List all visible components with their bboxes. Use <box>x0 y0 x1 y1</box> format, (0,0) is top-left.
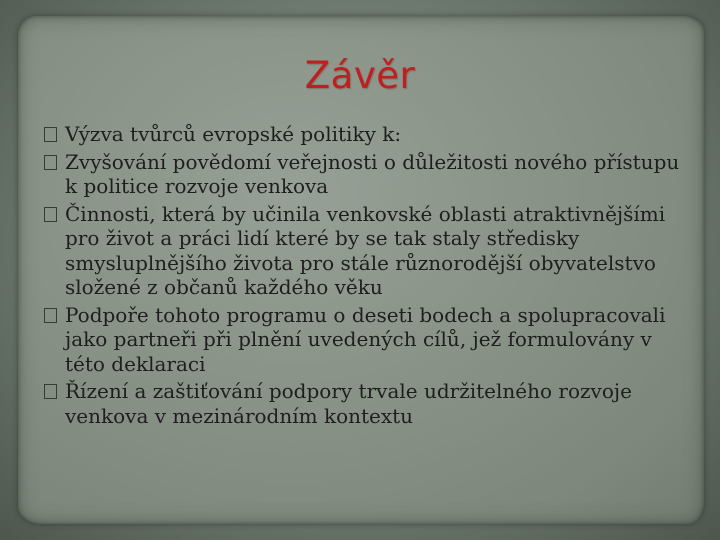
bullet-item <box>42 303 692 377</box>
bullet-text: Řízení a zaštiťování podpory trvale udržitelného rozvoje venkova v mezinárodním kontextu <box>65 379 632 428</box>
bullet-list <box>42 122 692 431</box>
bullet-item <box>42 379 692 428</box>
bullet-text: Zvyšování povědomí veřejnosti o důležitosti nového přístupu k politice rozvoje venkova <box>65 149 680 198</box>
square-bullet-icon <box>44 384 57 399</box>
square-bullet-icon <box>44 155 57 170</box>
bullet-item <box>42 202 692 300</box>
square-bullet-icon <box>44 207 57 222</box>
square-bullet-icon <box>44 127 57 142</box>
bullet-item <box>42 122 692 147</box>
square-bullet-icon <box>44 308 57 323</box>
slide-title: Závěr <box>304 54 416 97</box>
bullet-item <box>42 150 692 199</box>
bullet-text: Podpoře tohoto programu o deseti bodech a spolupracovali jako partneři při plnění uvedených cílů, jež formulovány v této deklaraci <box>65 302 666 376</box>
bullet-text: Výzva tvůrců evropské politiky k: <box>65 122 402 146</box>
bullet-text: Činnosti, která by učinila venkovské oblasti atraktivnějšími pro život a práci lidí které by se tak staly středisky smysluplnějšího života pro stále různorodější obyvatelstvo složené z občanů každého věku <box>65 201 666 299</box>
